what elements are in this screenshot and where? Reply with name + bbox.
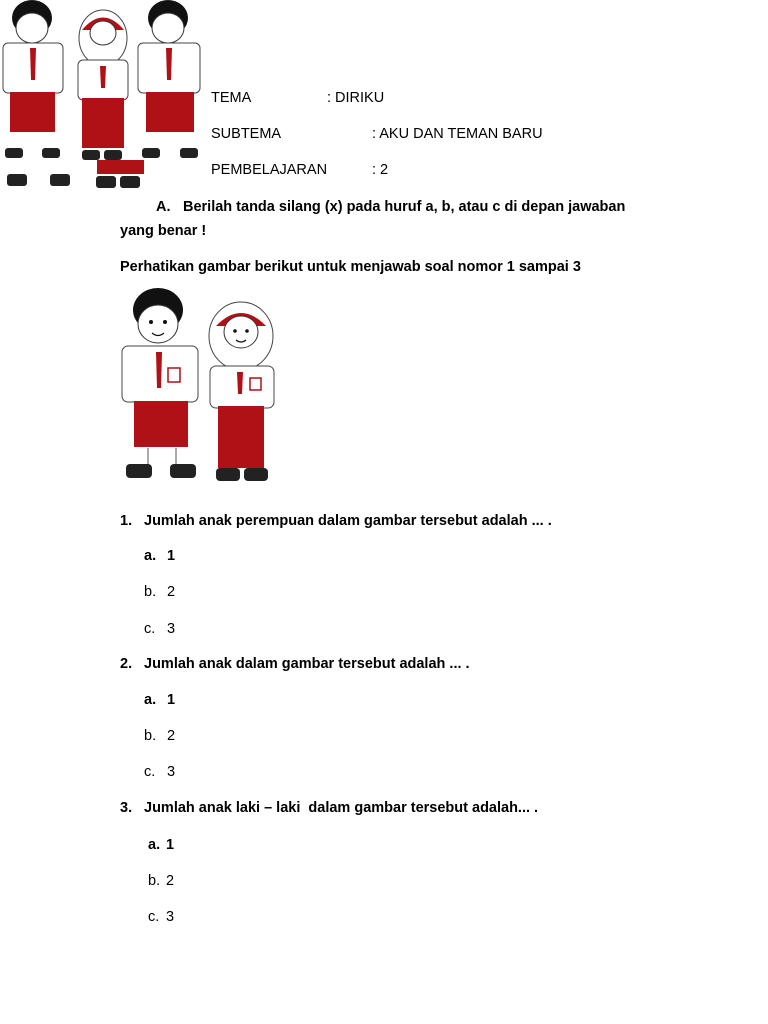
- instruction-line-2: yang benar !: [120, 223, 207, 239]
- students-picture: [118, 288, 288, 488]
- q1-option-a-letter[interactable]: a.: [144, 548, 157, 564]
- instruction-line-1: Berilah tanda silang (x) pada huruf a, b, atau c di depan jawaban: [183, 199, 626, 215]
- tema-label: TEMA: [211, 90, 252, 106]
- question-1-number: 1.: [120, 513, 133, 529]
- q3-option-b-value: 2: [166, 873, 175, 889]
- q1-option-a-value: 1: [167, 548, 176, 564]
- q3-option-b-letter[interactable]: b.: [148, 873, 161, 889]
- q1-option-b-letter[interactable]: b.: [144, 584, 157, 600]
- q2-option-b-value: 2: [167, 728, 176, 744]
- section-letter: A.: [156, 199, 171, 215]
- q3-option-a-value: 1: [166, 837, 175, 853]
- q1-option-c-value: 3: [167, 621, 176, 637]
- question-2-number: 2.: [120, 656, 133, 672]
- pembelajaran-value: : 2: [372, 162, 389, 178]
- question-3-text: Jumlah anak laki – laki dalam gambar tersebut adalah... .: [144, 800, 539, 816]
- picture-note: Perhatikan gambar berikut untuk menjawab soal nomor 1 sampai 3: [120, 259, 581, 275]
- boy-figure: [122, 288, 198, 478]
- boy-figure-left: [3, 0, 70, 186]
- q2-option-a-letter[interactable]: a.: [144, 692, 157, 708]
- q2-option-b-letter[interactable]: b.: [144, 728, 157, 744]
- question-2-text: Jumlah anak dalam gambar tersebut adalah ... .: [144, 656, 470, 672]
- question-3-number: 3.: [120, 800, 133, 816]
- subtema-label: SUBTEMA: [211, 126, 282, 142]
- girl-figure: [209, 302, 274, 481]
- pembelajaran-label: PEMBELAJARAN: [211, 162, 328, 178]
- q3-option-c-letter[interactable]: c.: [148, 909, 160, 925]
- tema-value: : DIRIKU: [327, 90, 385, 106]
- subtema-value: : AKU DAN TEMAN BARU: [372, 126, 543, 142]
- q3-option-c-value: 3: [166, 909, 175, 925]
- q2-option-a-value: 1: [167, 692, 176, 708]
- q2-option-c-value: 3: [167, 764, 176, 780]
- boy-figure-right: [138, 0, 200, 158]
- q2-option-c-letter[interactable]: c.: [144, 764, 156, 780]
- decorative-red-bar: [97, 160, 144, 174]
- q3-option-a-letter[interactable]: a.: [148, 837, 161, 853]
- question-1-text: Jumlah anak perempuan dalam gambar tersebut adalah ... .: [144, 513, 552, 529]
- q1-option-b-value: 2: [167, 584, 176, 600]
- q1-option-c-letter[interactable]: c.: [144, 621, 156, 637]
